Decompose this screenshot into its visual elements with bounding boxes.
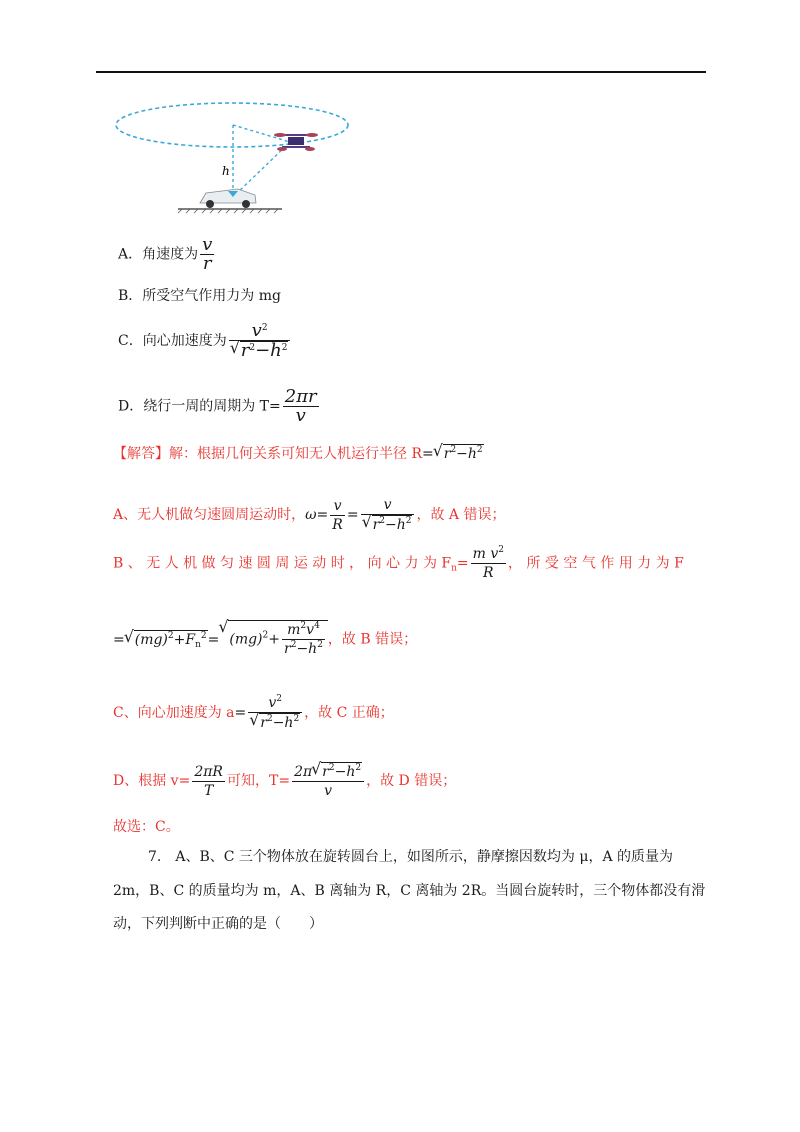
c-num: v <box>251 320 262 341</box>
q7-line2: 2m，B、C 的质量均为 m，A、B 离轴为 R，C 离轴为 2R。当圆台旋转时，三个物体都没有滑 <box>113 883 706 899</box>
answer-b-line2: =√ $(mg)^2+F_n^2=√$ (mg)$^2$+ $\frac{m^2v^4}{r^2-h^2}$ ，故 B 错误； <box>113 620 417 658</box>
q7-line3: 动，下列判断中正确的是（ ） <box>113 916 323 932</box>
answer-c: C、向心加速度为 a= $v^2$ √ $r^2-h^2$ ，故 C 正确； <box>113 694 394 732</box>
answer-intro: 【解答】解：根据几何关系可知无人机运行半径 R=√ $r^2-h^2$ <box>113 444 484 463</box>
answer-b-line1: B 、 无 人 机 做 匀 速 圆 周 运 动 时 ， 向 心 力 为 $F_n=$ $\frac{m v^2}{R}$ ， 所 受 空 气 作 用 力 为 F <box>113 545 684 581</box>
orbit-ellipse <box>116 103 348 147</box>
h-label: h <box>222 164 230 178</box>
answer-d: D、根据 v= $\frac{2\pi R}{T}$ 可知，T= $\frac{2\pi√ r^2-h^2}{v}$ ，故 D 错误； <box>113 762 456 800</box>
car-icon <box>200 189 256 208</box>
header-rule <box>96 71 706 73</box>
q7-line1: 7. A、B、C 三个物体放在旋转圆台上，如图所示，静摩擦因数均为 μ，A 的质量为 <box>148 849 674 865</box>
ground-hatch <box>178 209 278 213</box>
drone-icon <box>274 133 318 151</box>
option-a: A．角速度为 $\frac{v}{r}$ <box>118 234 213 274</box>
option-c: C．向心加速度为 $v^2$ √ $r^2-h^2$ <box>118 322 292 360</box>
option-d: D．绕行一周的周期为 T= $\frac{2\pi r}{v}$ <box>118 386 317 426</box>
drone-figure <box>110 95 360 215</box>
option-b: B．所受空气作用力为 mg <box>118 288 281 304</box>
answer-choice: 故选：C。 <box>113 819 180 835</box>
answer-a: A、无人机做匀速圆周运动时，ω= $\frac{v}{R}$ = v √ $r^2-h^2$ ，故 A 错误； <box>113 496 506 534</box>
